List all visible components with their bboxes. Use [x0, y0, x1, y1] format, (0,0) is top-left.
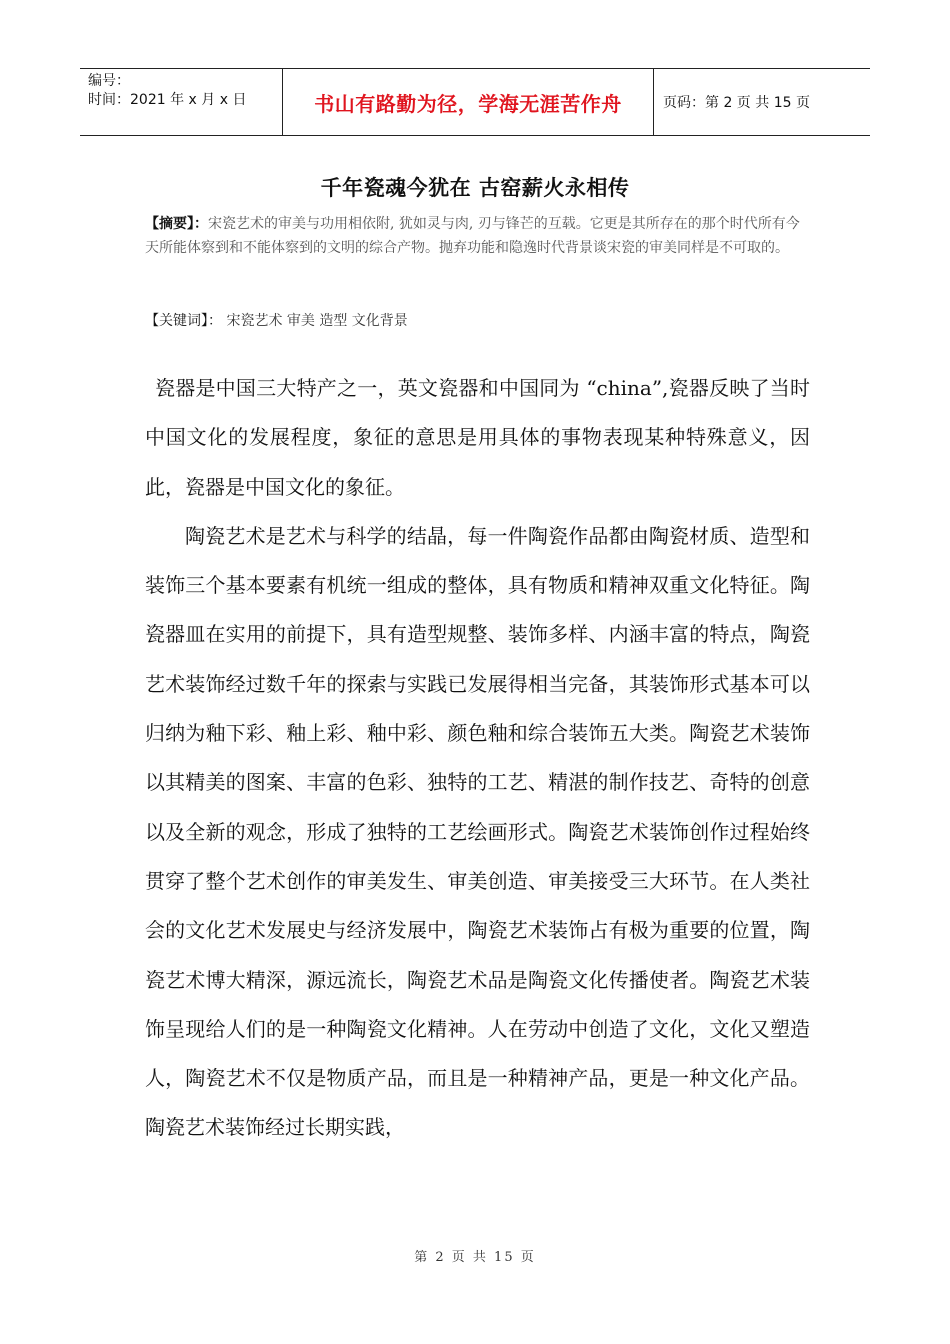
header-page-info: 页码：第 2 页 共 15 页: [663, 95, 810, 111]
body-text: [145, 364, 810, 1153]
document-title: 千年瓷魂今犹在 古窑薪火永相传: [320, 176, 630, 200]
abstract-label: 【摘要】：: [145, 216, 208, 232]
serial-number-label: 编号：: [88, 73, 130, 89]
abstract-text: 宋瓷艺术的审美与功用相依附, 犹如灵与肉, 刃与锋芒的互载。它更是其所存在的那个时代所有今天所能体察到和不能体察到的文明的综合产物。抛弃功能和隐逸时代背景谈宋瓷的审美同样是不可取的。: [145, 216, 800, 256]
paragraph-1: 瓷器是中国三大特产之一，英文瓷器和中国同为 “china”,瓷器反映了当时中国文化的发展程度，象征的意思是用具体的事物表现某种特殊意义，因此，瓷器是中国文化的象征。: [145, 376, 810, 499]
keywords-text: 宋瓷艺术 审美 造型 文化背景: [226, 313, 408, 329]
paragraph-2: 陶瓷艺术是艺术与科学的结晶，每一件陶瓷作品都由陶瓷材质、造型和装饰三个基本要素有机统一组成的整体，具有物质和精神双重文化特征。陶瓷器皿在实用的前提下，具有造型规整、装饰多样、内涵丰富的特点，陶瓷艺术装饰经过数千年的探索与实践已发展得相当完备，其装饰形式基本可以归纳为釉下彩、釉上彩、釉中彩、颜色釉和综合装饰五大类。陶瓷艺术装饰以其精美的图案、丰富的色彩、独特的工艺、精湛的制作技艺、奇特的创意以及全新的观念，形成了独特的工艺绘画形式。陶瓷艺术装饰创作过程始终贯穿了整个艺术创作的审美发生、审美创造、审美接受三大环节。在人类社会的文化艺术发展史与经济发展中，陶瓷艺术装饰占有极为重要的位置，陶瓷艺术博大精深，源远流长，陶瓷艺术品是陶瓷文化传播使者。陶瓷艺术装饰呈现给人们的是一种陶瓷文化精神。人在劳动中创造了文化，文化又塑造人，陶瓷艺术不仅是物质产品，而且是一种精神产品，更是一种文化产品。陶瓷艺术装饰经过长期实践，: [145, 523, 810, 1140]
date-label: 时间：2021 年 x 月 x 日: [88, 92, 247, 108]
header-meta-cell: [80, 69, 282, 135]
header-motto-cell: [282, 69, 654, 135]
abstract: [145, 212, 810, 260]
keywords: [145, 310, 408, 332]
header-page-cell: [654, 69, 870, 135]
page-footer: 第 2 页 共 15 页: [414, 1250, 536, 1265]
keywords-label: 【关键词】：: [145, 313, 222, 329]
header-table: [80, 68, 870, 136]
header-motto: 书山有路勤为径，学海无涯苦作舟: [314, 91, 622, 116]
